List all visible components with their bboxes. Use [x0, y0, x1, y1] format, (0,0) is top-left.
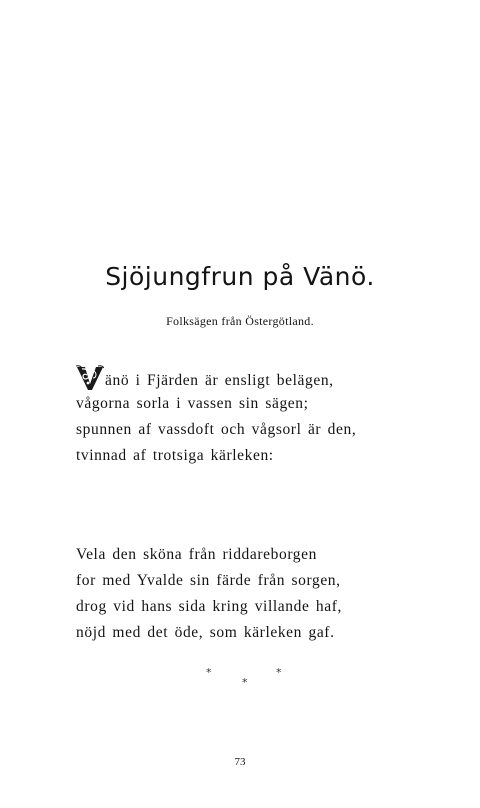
stanza-2	[76, 542, 416, 646]
asterisk-icon: *	[206, 666, 212, 679]
asterisk-icon: *	[242, 676, 248, 689]
stanza-line: nöjd med det öde, som kärleken gaf.	[76, 624, 335, 641]
asterisk-icon: *	[276, 666, 282, 679]
stanza-line: änö i Fjärden är ensligt belägen,	[76, 365, 416, 391]
page-number: 73	[234, 756, 246, 768]
section-separator-asterisks	[200, 666, 300, 696]
stanza-line: spunnen af vassdoft och vågsorl är den,	[76, 421, 357, 438]
ornamental-initial-v-icon	[76, 365, 104, 391]
poem-subtitle: Folksägen från Östergötland.	[166, 314, 314, 328]
stanza-line: for med Yvalde sin färde från sorgen,	[76, 572, 341, 589]
stanza-line: vågorna sorla i vassen sin sägen;	[76, 395, 309, 412]
poem-title: Sjöjungfrun på Vänö.	[105, 262, 375, 291]
stanza-line: tvinnad af trotsiga kärleken:	[76, 447, 274, 464]
stanza-line: drog vid hans sida kring villande haf,	[76, 598, 342, 615]
stanza-line: Vela den sköna från riddareborgen	[76, 546, 317, 563]
stanza-1	[76, 365, 416, 469]
